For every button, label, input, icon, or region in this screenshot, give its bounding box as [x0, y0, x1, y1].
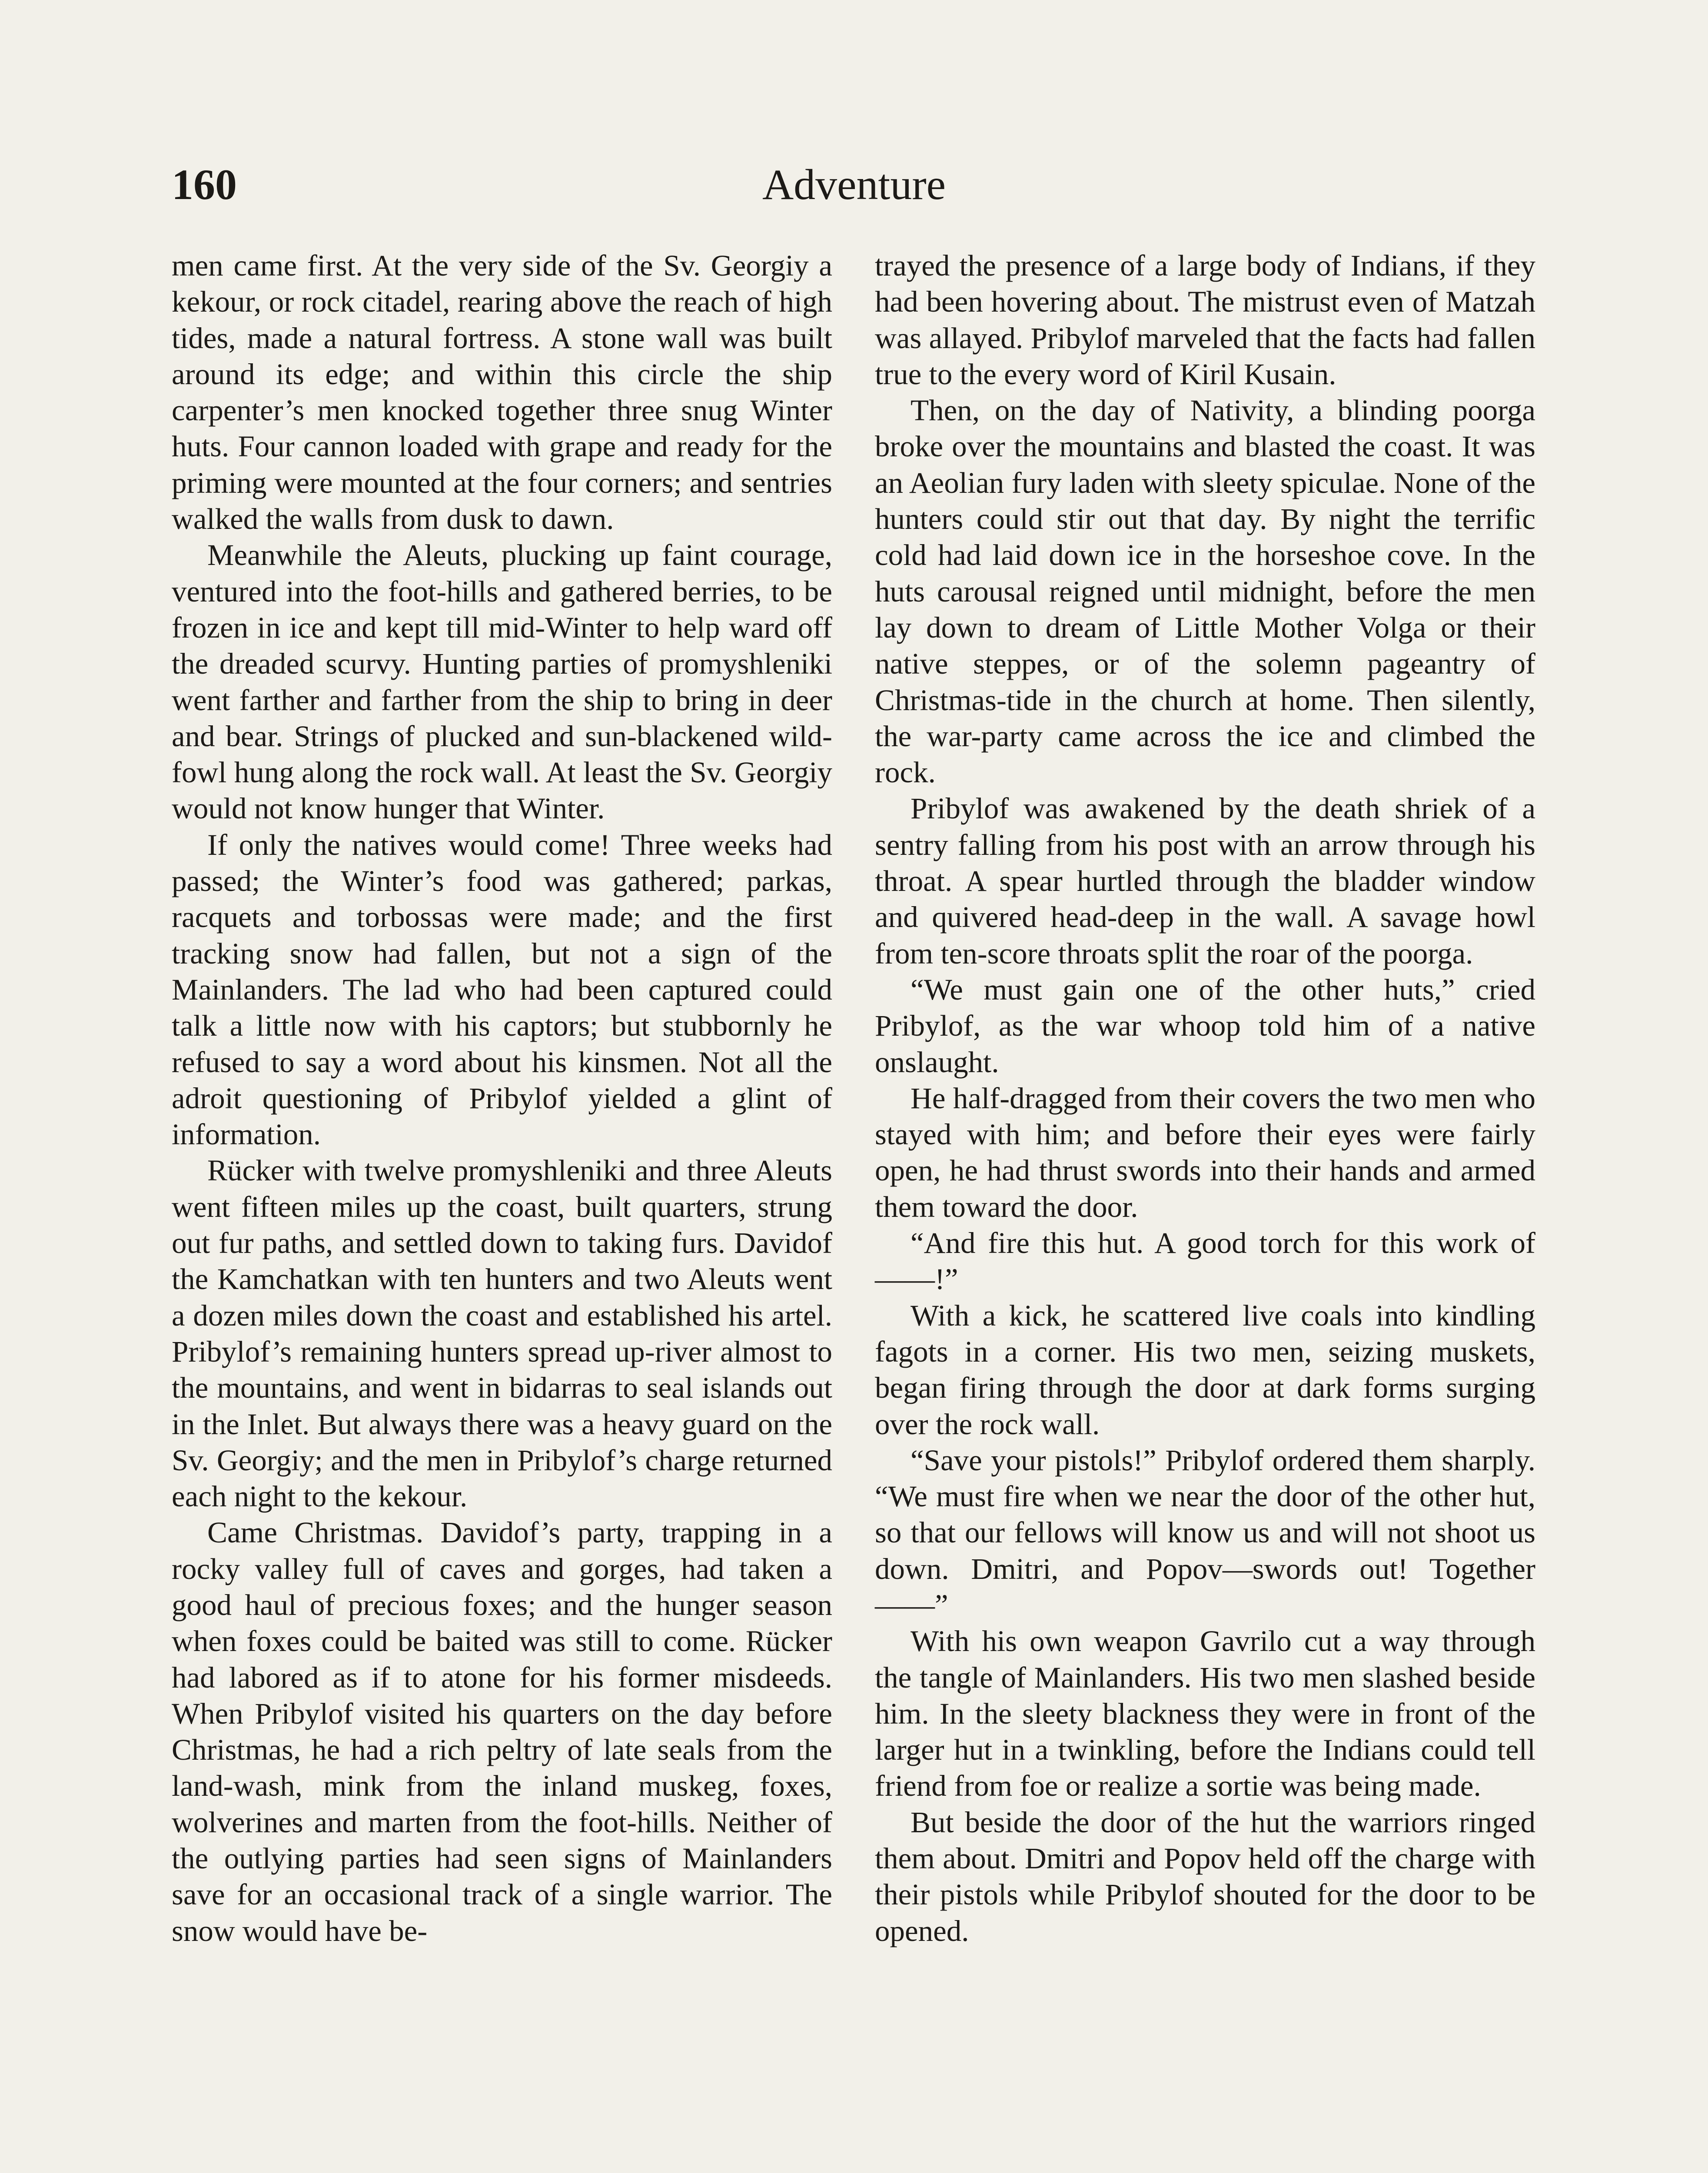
paragraph: With his own weapon Gavrilo cut a way through the tangle of Mainlanders. His two men slashed beside him. In the sleety blackness they were in front of the larger hut in a twinkling, before the Indians could tell friend from foe or realize a sortie was being made. — [875, 1625, 1535, 1803]
paragraph: “Save your pistols!” Pribylof ordered them sharply. “We must fire when we near the door of the other hut, so that our fellows will know us and will not shoot us down. Dmitri, and Popov—swords out! Together——” — [875, 1443, 1535, 1621]
paragraph: “And fire this hut. A good torch for this work of ——!” — [875, 1226, 1535, 1296]
page-header — [172, 152, 1536, 217]
paragraph: Pribylof was awakened by the death shriek of a sentry falling from his post with an arrow through his throat. A spear hurtled through the bladder window and quivered head-deep in the wall. A savage howl from ten-score throats split the roar of the poorga. — [875, 792, 1535, 970]
paragraph: Meanwhile the Aleuts, plucking up faint courage, ventured into the foot-hills and gathered berries, to be frozen in ice and kept till mid-Winter to help ward off the dreaded scurvy. Hunting parties of promyshleniki went farther and farther from the ship to bring in deer and bear. Strings of plucked and sun-blackened wild-fowl hung along the rock wall. At least the Sv. Georgiy would not know hunger that Winter. — [172, 538, 832, 825]
paragraph: If only the natives would come! Three weeks had passed; the Winter’s food was gathered; parkas, racquets and torbossas were made; and the first tracking snow had fallen, but not a sign of the Mainlanders. The lad who had been captured could talk a little now with his captors; but stubbornly he refused to say a word about his kinsmen. Not all the adroit questioning of Pribylof yielded a glint of information. — [172, 828, 832, 1151]
paragraph: Rücker with twelve promyshleniki and three Aleuts went fifteen miles up the coast, built quarters, strung out fur paths, and settled down to taking furs. Davidof the Kamchatkan with ten hunters and two Aleuts went a dozen miles down the coast and established his artel. Pribylof’s remaining hunters spread up-river almost to the mountains, and went in bidarras to seal islands out in the Inlet. But always there was a heavy guard on the Sv. Georgiy; and the men in Pribylof’s charge returned each night to the kekour. — [172, 1154, 832, 1513]
paragraph: trayed the presence of a large body of Indians, if they had been hovering about. The mistrust even of Matzah was allayed. Pribylof marveled that the facts had fallen true to the every word of Kiril Kusain. — [875, 249, 1535, 391]
running-head: Adventure — [762, 160, 946, 209]
right-column — [875, 248, 1535, 1949]
left-column — [172, 248, 832, 1949]
page-number: 160 — [172, 160, 237, 209]
paragraph: Came Christmas. Davidof’s party, trapping in a rocky valley full of caves and gorges, had taken a good haul of precious foxes; and the hunger season when foxes could be baited was still to come. Rücker had labored as if to atone for his former misdeeds. When Pribylof visited his quarters on the day before Christmas, he had a rich peltry of late seals from the land-wash, mink from the inland muskeg, foxes, wolverines and marten from the foot-hills. Neither of the outlying parties had seen signs of Mainlanders save for an occasional track of a single warrior. The snow would have be- — [172, 1516, 832, 1947]
paragraph: He half-dragged from their covers the two men who stayed with him; and before their eyes were fairly open, he had thrust swords into their hands and armed them toward the door. — [875, 1081, 1535, 1223]
paragraph: But beside the door of the hut the warriors ringed them about. Dmitri and Popov held off the charge with their pistols while Pribylof shouted for the door to be opened. — [875, 1805, 1535, 1947]
paragraph: Then, on the day of Nativity, a blinding poorga broke over the mountains and blasted the coast. It was an Aeolian fury laden with sleety spiculae. None of the hunters could stir out that day. By night the terrific cold had laid down ice in the horseshoe cove. In the huts carousal reigned until midnight, before the men lay down to dream of Little Mother Volga or their native steppes, or of the solemn pageantry of Christmas-tide in the church at home. Then silently, the war-party came across the ice and climbed the rock. — [875, 394, 1535, 789]
paragraph: With a kick, he scattered live coals into kindling fagots in a corner. His two men, seizing muskets, began firing through the door at dark forms surging over the rock wall. — [875, 1299, 1535, 1441]
paragraph: “We must gain one of the other huts,” cried Pribylof, as the war whoop told him of a native onslaught. — [875, 973, 1535, 1079]
paragraph: men came first. At the very side of the Sv. Georgiy a kekour, or rock citadel, rearing above the reach of high tides, made a natural fortress. A stone wall was built around its edge; and within this circle the ship carpenter’s men knocked together three snug Winter huts. Four cannon loaded with grape and ready for the priming were mounted at the four corners; and sentries walked the walls from dusk to dawn. — [172, 249, 832, 536]
